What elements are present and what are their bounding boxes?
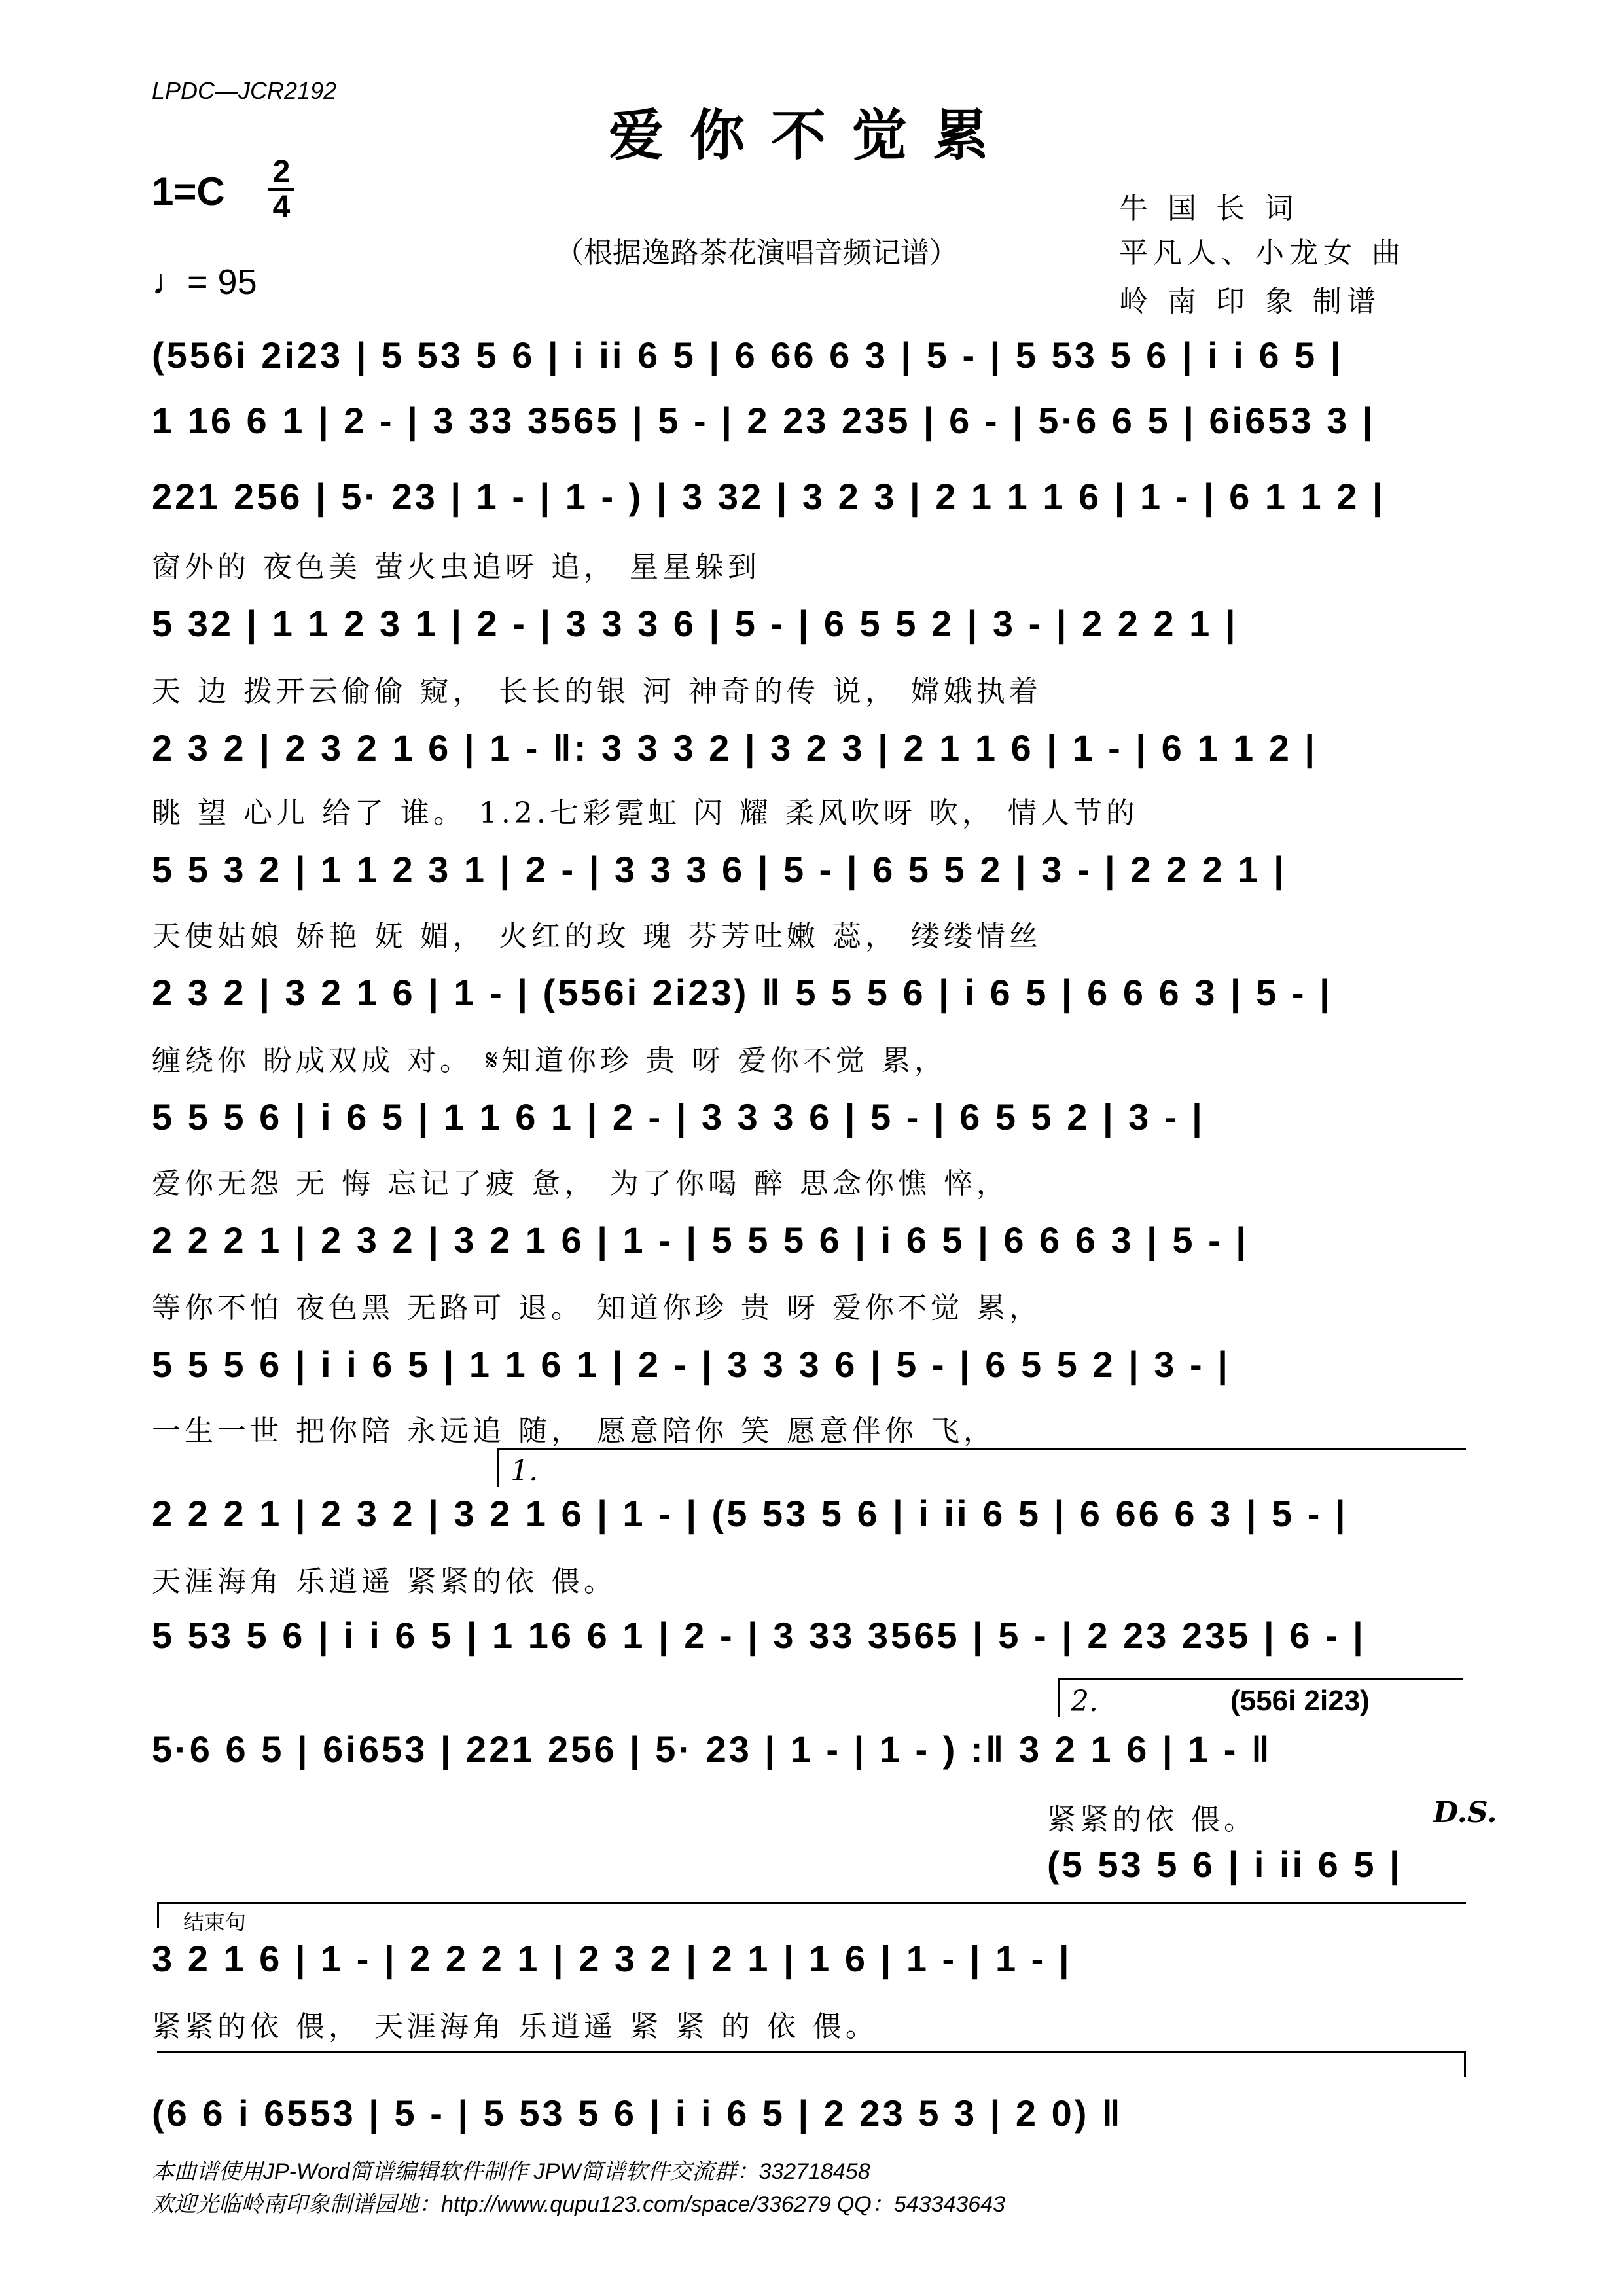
notation-line-16: (6 6 i 6553 | 5 - | 5 53 5 6 | i i 6 5 | 2 23 5 3 | 2 0) ‖	[152, 2092, 1123, 2134]
notation-line-6: 5 5 3 2 | 1 1 2 3 1 | 2 - | 3 3 3 6 | 5 - | 6 5 5 2 | 3 - | 2 2 2 1 |	[152, 849, 1287, 890]
arranger-credit: 岭 南 印 象 制谱	[1119, 285, 1381, 318]
lyric-line-4: 天 边 拨开云偷偷 窥， 长长的银 河 神奇的传 说， 嫦娥执着	[152, 675, 1042, 708]
lyric-line-3: 窗外的 夜色美 萤火虫追呀 追， 星星躲到	[152, 550, 760, 584]
lyric-line-8: 爱你无怨 无 悔 忘记了疲 惫， 为了你喝 醉 思念你憔 悴，	[152, 1167, 1009, 1200]
volta-2-bracket-edge	[1058, 1678, 1060, 1717]
tempo-marking: ♩= 95	[152, 262, 257, 302]
volta-2-bracket	[1058, 1678, 1463, 1680]
lyric-line-6: 天使姑娘 娇艳 妩 媚， 火红的玫 瑰 芬芳吐嫩 蕊， 缕缕情丝	[152, 920, 1042, 953]
notation-line-14: (5 53 5 6 | i ii 6 5 |	[1047, 1844, 1402, 1885]
final-bracket-edge	[1464, 2051, 1466, 2077]
notation-line-1: (556i 2i23 | 5 53 5 6 | i ii 6 5 | 6 66 6 3 | 5 - | 5 53 5 6 | i i 6 5 |	[152, 334, 1344, 376]
score-code: LPDC—JCR2192	[152, 77, 337, 104]
time-signature	[268, 156, 294, 224]
lyric-line-9: 等你不怕 夜色黑 无路可 退。 知道你珍 贵 呀 爱你不觉 累，	[152, 1291, 1042, 1325]
notation-line-7: 2 3 2 | 3 2 1 6 | 1 - | (556i 2i23) ‖ 5 5 5 6 | i 6 5 | 6 6 6 3 | 5 - |	[152, 972, 1332, 1013]
source-note: （根据逸路茶花演唱音频记谱）	[555, 236, 958, 270]
time-signature-top: 2	[272, 154, 291, 189]
notation-line-9: 2 2 2 1 | 2 3 2 | 3 2 1 6 | 1 - | 5 5 5 6 | i 6 5 | 6 6 6 3 | 5 - |	[152, 1219, 1249, 1261]
notation-line-11: 2 2 2 1 | 2 3 2 | 3 2 1 6 | 1 - | (5 53 5 6 | i ii 6 5 | 6 66 6 3 | 5 - |	[152, 1493, 1348, 1534]
notation-line-12: 5 53 5 6 | i i 6 5 | 1 16 6 1 | 2 - | 3 33 3565 | 5 - | 2 23 235 | 6 - |	[152, 1615, 1366, 1656]
ending-bracket-edge	[157, 1902, 159, 1928]
ds-marking: D.S.	[1433, 1796, 1497, 1829]
notation-line-5: 2 3 2 | 2 3 2 1 6 | 1 - ‖: 3 3 3 2 | 3 2 3 | 2 1 1 6 | 1 - | 6 1 1 2 |	[152, 727, 1318, 768]
volta-1-bracket-edge	[497, 1448, 499, 1487]
notation-line-13: 5·6 6 5 | 6i653 | 221 256 | 5· 23 | 1 - | 1 - ) :‖ 3 2 1 6 | 1 - ‖	[152, 1729, 1272, 1770]
composer-credit: 平凡人、小龙女 曲	[1119, 236, 1406, 270]
final-bracket	[157, 2051, 1466, 2053]
notation-line-2: 1 16 6 1 | 2 - | 3 33 3565 | 5 - | 2 23 235 | 6 - | 5·6 6 5 | 6i653 3 |	[152, 400, 1376, 441]
notation-line-3: 221 256 | 5· 23 | 1 - | 1 - ) | 3 32 | 3 2 3 | 2 1 1 1 6 | 1 - | 6 1 1 2 |	[152, 476, 1385, 517]
lyric-line-15: 紧紧的依 偎， 天涯海角 乐逍遥 紧 紧 的 依 偎。	[152, 2010, 878, 2043]
lyric-line-5: 眺 望 心儿 给了 谁。 1.2.七彩霓虹 闪 耀 柔风吹呀 吹， 情人节的	[152, 797, 1139, 830]
volta-1-label: 1.	[510, 1454, 538, 1488]
song-title: 爱你不觉累	[608, 103, 1014, 168]
time-signature-bottom: 4	[272, 190, 291, 224]
footer-website: 欢迎光临岭南印象制谱园地：http://www.qupu123.com/space/336279 QQ：543343643	[152, 2192, 1005, 2217]
notation-line-4: 5 32 | 1 1 2 3 1 | 2 - | 3 3 3 6 | 5 - | 6 5 5 2 | 3 - | 2 2 2 1 |	[152, 603, 1238, 644]
ending-bracket	[157, 1902, 1466, 1904]
notation-line-8: 5 5 5 6 | i 6 5 | 1 1 6 1 | 2 - | 3 3 3 6 | 5 - | 6 5 5 2 | 3 - |	[152, 1096, 1205, 1138]
coda-intro-phrase: (556i 2i23)	[1230, 1685, 1370, 1717]
volta-2-label: 2.	[1071, 1685, 1098, 1718]
notation-line-15: 3 2 1 6 | 1 - | 2 2 2 1 | 2 3 2 | 2 1 | 1 6 | 1 - | 1 - |	[152, 1938, 1072, 1979]
ending-label: 结束句	[183, 1910, 247, 1935]
lyric-line-11: 天涯海角 乐逍遥 紧紧的依 偎。	[152, 1565, 616, 1598]
notation-line-10: 5 5 5 6 | i i 6 5 | 1 1 6 1 | 2 - | 3 3 3 6 | 5 - | 6 5 5 2 | 3 - |	[152, 1344, 1230, 1385]
footer-software: 本曲谱使用JP-Word简谱编辑软件制作 JPW简谱软件交流群：332718458	[152, 2159, 870, 2184]
key-signature: 1=C	[152, 170, 225, 213]
lyric-line-10: 一生一世 把你陪 永远追 随， 愿意陪你 笑 愿意伴你 飞，	[152, 1414, 996, 1448]
lyricist-credit: 牛 国 长 词	[1119, 192, 1298, 225]
volta-1-bracket	[497, 1448, 1466, 1450]
lyric-line-7: 缠绕你 盼成双成 对。 𝄋知道你珍 贵 呀 爱你不觉 累，	[152, 1044, 947, 1077]
lyric-line-13: 紧紧的依 偎。	[1047, 1803, 1257, 1837]
